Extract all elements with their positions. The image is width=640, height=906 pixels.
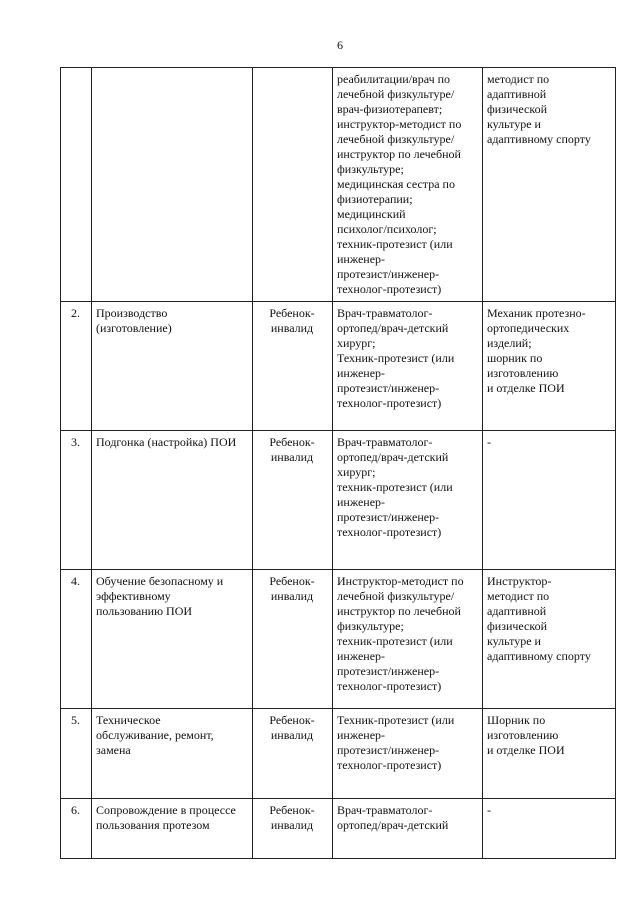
table-row: [61, 302, 616, 431]
other-specialists-cell: методист по адаптивной физической культуре и адаптивному спорту: [483, 68, 616, 302]
other-specialists-cell: Механик протезно- ортопедических изделий; шорник по изготовлению и отделке ПОИ: [483, 302, 616, 431]
other-specialists-cell: -: [483, 799, 616, 859]
rehabilitation-table: [60, 67, 616, 859]
specialists-cell: Инструктор-методист по лечебной физкультуре/ инструктор по лечебной физкультуре; техник-протезист (или инженер- протезист/инженер- технолог-протезист): [333, 570, 483, 709]
recipient-cell: Ребенок- инвалид: [253, 302, 333, 431]
specialists-cell: Врач-травматолог- ортопед/врач-детский: [333, 799, 483, 859]
row-number: 4.: [61, 570, 92, 709]
specialists-cell: Врач-травматолог- ортопед/врач-детский хирург; техник-протезист (или инженер- протезист/инженер- технолог-протезист): [333, 431, 483, 570]
other-specialists-cell: Шорник по изготовлению и отделке ПОИ: [483, 709, 616, 799]
table-row: [61, 709, 616, 799]
recipient-cell: Ребенок- инвалид: [253, 799, 333, 859]
table-row: [61, 431, 616, 570]
row-number: 2.: [61, 302, 92, 431]
stage-cell: Производство (изготовление): [92, 302, 253, 431]
specialists-cell: Техник-протезист (или инженер- протезист/инженер- технолог-протезист): [333, 709, 483, 799]
recipient-cell: Ребенок- инвалид: [253, 431, 333, 570]
stage-cell: [92, 68, 253, 302]
other-specialists-cell: -: [483, 431, 616, 570]
row-number: 6.: [61, 799, 92, 859]
table-row: [61, 570, 616, 709]
row-number: [61, 68, 92, 302]
recipient-cell: Ребенок- инвалид: [253, 709, 333, 799]
row-number: 5.: [61, 709, 92, 799]
other-specialists-cell: Инструктор- методист по адаптивной физической культуре и адаптивному спорту: [483, 570, 616, 709]
table-row: [61, 799, 616, 859]
stage-cell: Техническое обслуживание, ремонт, замена: [92, 709, 253, 799]
stage-cell: Подгонка (настройка) ПОИ: [92, 431, 253, 570]
specialists-cell: Врач-травматолог- ортопед/врач-детский хирург; Техник-протезист (или инженер- протезист/инженер- технолог-протезист): [333, 302, 483, 431]
stage-cell: Обучение безопасному и эффективному пользованию ПОИ: [92, 570, 253, 709]
recipient-cell: Ребенок- инвалид: [253, 570, 333, 709]
stage-cell: Сопровождение в процессе пользования протезом: [92, 799, 253, 859]
page-number: 6: [337, 38, 343, 52]
recipient-cell: [253, 68, 333, 302]
table-row: [61, 68, 616, 302]
specialists-cell: реабилитации/врач по лечебной физкультуре/ врач-физиотерапевт; инструктор-методист по лечебной физкультуре/ инструктор по лечебной физкультуре; медицинская сестра по физиотерапии; медицинский психолог/психолог; техник-протезист (или инженер- протезист/инженер- технолог-протезист): [333, 68, 483, 302]
row-number: 3.: [61, 431, 92, 570]
